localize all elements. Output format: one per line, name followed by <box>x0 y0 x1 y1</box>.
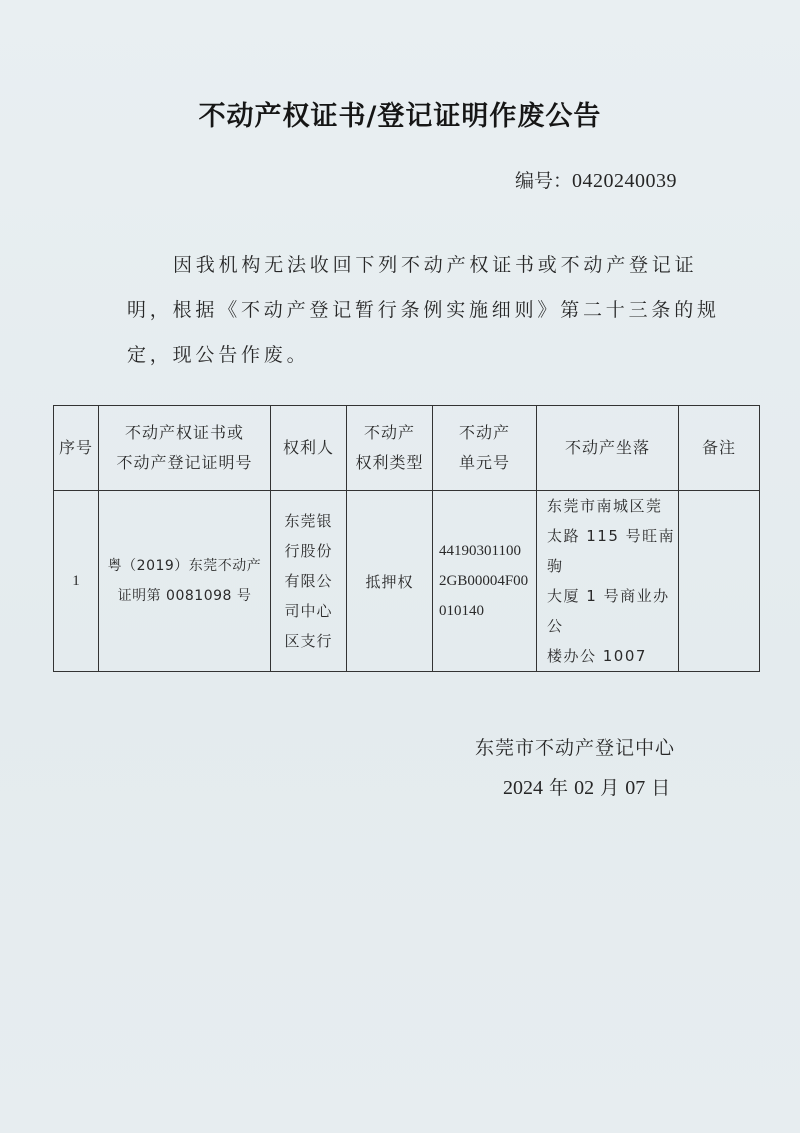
cell-note <box>679 491 760 672</box>
header-unit-number: 不动产 单元号 <box>433 406 537 491</box>
cell-unit-number: 44190301100 2GB00004F00 010140 <box>433 491 537 672</box>
cell-right-type: 抵押权 <box>347 491 433 672</box>
cell-right-holder: 东莞银 行股份 有限公 司中心 区支行 <box>271 491 347 672</box>
body-text-line-2: 明，根据《不动产登记暂行条例实施细则》第二十三条的规 <box>127 299 720 321</box>
table-header-row <box>54 406 760 491</box>
document-number <box>515 166 677 193</box>
document-number-label: 编号： <box>515 170 573 192</box>
cell-certificate-number: 粤（2019）东莞不动产 证明第 0081098 号 <box>99 491 271 672</box>
header-location: 不动产坐落 <box>537 406 679 491</box>
header-note: 备注 <box>679 406 760 491</box>
body-text-line-3: 定，现公告作废。 <box>127 344 310 366</box>
cell-location: 东莞市南城区莞 太路 115 号旺南驹 大厦 1 号商业办公 楼办公 1007 <box>537 491 679 672</box>
header-right-holder: 权利人 <box>271 406 347 491</box>
header-certificate-number: 不动产权证书或 不动产登记证明号 <box>99 406 271 491</box>
notice-table <box>53 405 760 672</box>
body-text-line-1: 因我机构无法收回下列不动产权证书或不动产登记证 <box>173 254 698 276</box>
header-seq: 序号 <box>54 406 99 491</box>
issue-date: 2024 年 02 月 07 日 <box>503 777 671 799</box>
header-right-type: 不动产 权利类型 <box>347 406 433 491</box>
page-title: 不动产权证书/登记证明作废公告 <box>198 101 602 132</box>
cell-seq: 1 <box>54 491 99 672</box>
document-number-value: 0420240039 <box>572 170 678 192</box>
table-row <box>54 491 760 672</box>
issuer-name: 东莞市不动产登记中心 <box>475 737 676 759</box>
